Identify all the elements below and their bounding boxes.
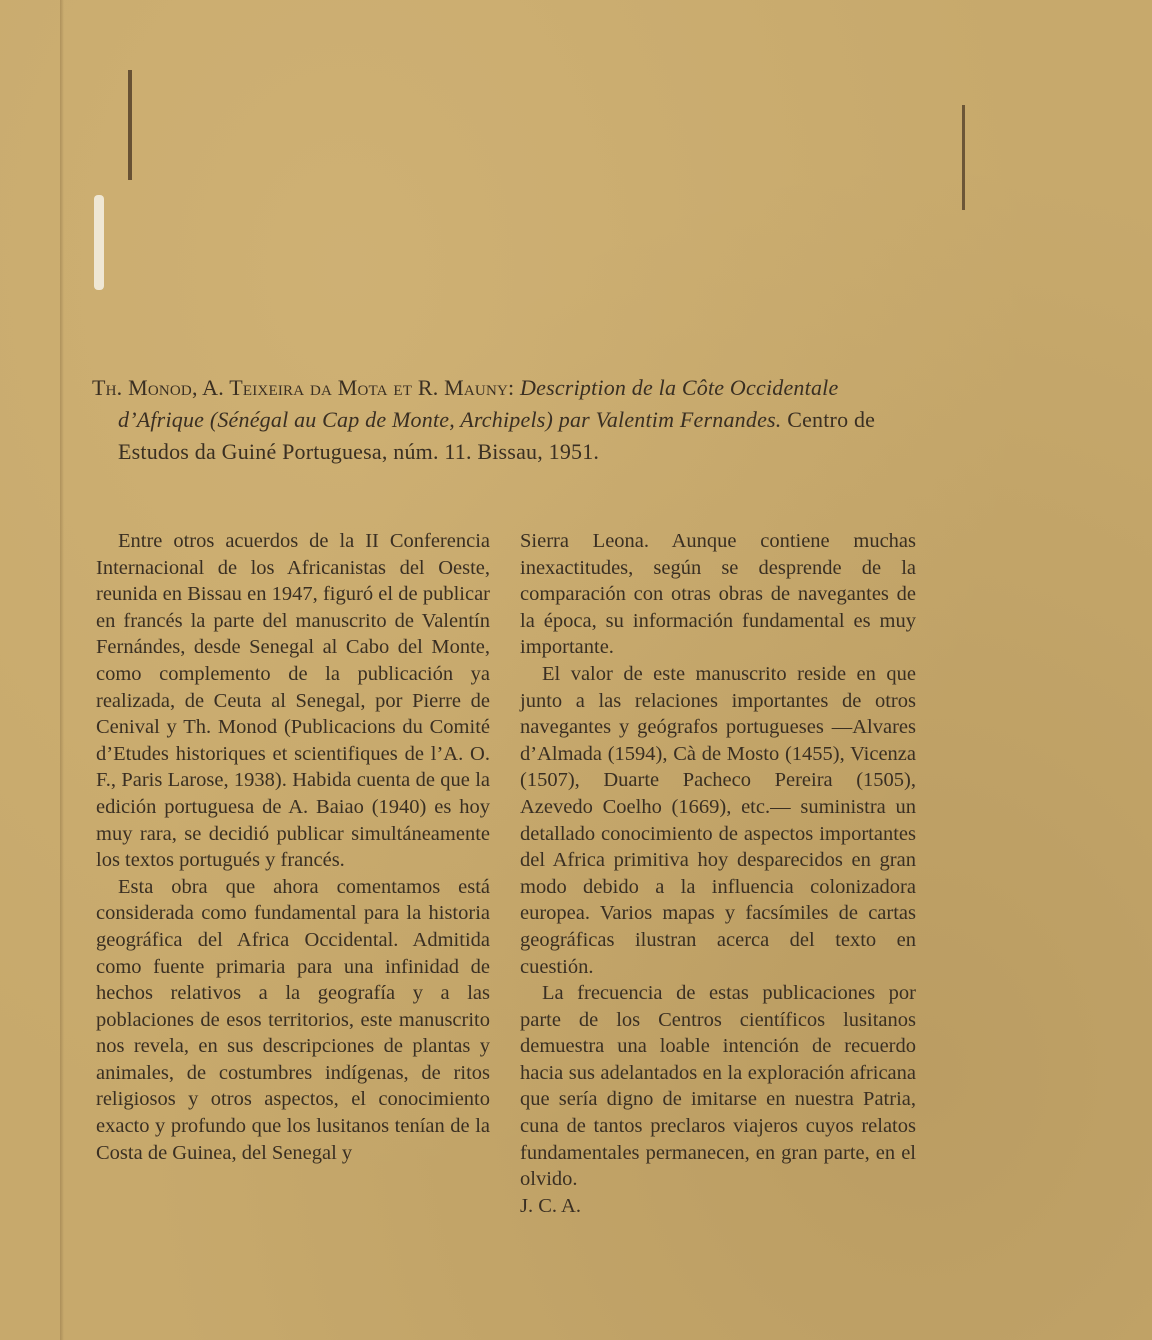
tear-mark (94, 195, 104, 290)
reference-authors: Th. Monod, A. Teixeira da Mota et R. Mauny (92, 375, 509, 400)
reference-publisher: Centro de Estudos da Guiné Portuguesa, núm. 11. Bissau, 1951. (118, 407, 876, 464)
left-column (96, 528, 490, 1166)
reference-title: Description de la Côte Occidentale d’Afrique (Sénégal au Cap de Monte, Archipels) par Valentim Fernandes. (118, 375, 839, 432)
paragraph: El valor de este manuscrito reside en que junto a las relaciones importantes de otros navegantes y geógrafos portugueses —Alvares d’Almada (1594), Cà de Mosto (1455), Vicenza (1507), Duarte Pacheco Pereira (1505), Azevedo Coelho (1669), etc.— suministra un detallado conocimiento de aspectos importantes del Africa primitiva hoy desparecidos en gran modo debido a la influencia colonizadora europea. Varios mapas y facsímiles de cartas geográficas ilustran acerca del texto en cuestión. (520, 662, 916, 978)
reference-separator: : (508, 375, 515, 400)
paragraph: Entre otros acuerdos de la II Conferencia Internacional de los Africanistas del Oeste, reunida en Bissau en 1947, figuró el de publicar en francés la parte del manuscrito de Valentín Fernándes, desde Senegal al Cabo del Monte, como complemento de la publicación ya realizada, de Ceuta al Senegal, por Pierre de Cenival y Th. Monod (Publicacions du Comité d’Etudes historiques et scientifiques de l’A. O. F., Paris Larose, 1938). Habida cuenta de que la edición portuguesa de A. Baiao (1940) es hoy muy rara, se decidió publicar simultáneamente los textos portugués y francés. (96, 530, 490, 872)
page-fold-edge (60, 0, 64, 1340)
paragraph: Sierra Leona. Aunque contiene muchas inexactitudes, según se desprende de la comparación con otras obras de navegantes de la época, su información fundamental es muy importante. (520, 530, 916, 659)
right-column (520, 528, 916, 1219)
tape-mark (962, 105, 965, 210)
tape-mark (128, 70, 132, 180)
paragraph: La frecuencia de estas publicaciones por parte de los Centros científicos lusitanos demuestra una loable intención de recuerdo hacia sus adelantados en la exploración africana que sería digno de imitarse en nuestra Patria, cuna de tantos preclaros viajeros cuyos relatos fundamentales permanecen, en gran parte, en el olvido. (520, 982, 916, 1191)
bibliographic-reference (92, 372, 922, 468)
signature: J. C. A. (520, 1194, 581, 1217)
paragraph: Esta obra que ahora comentamos está considerada como fundamental para la historia geográfica del Africa Occidental. Admitida como fuente primaria para una infinidad de hechos relativos a la geografía y a las poblaciones de esos territorios, este manuscrito nos revela, en sus descripciones de plantas y animales, de costumbres indígenas, de ritos religiosos y otros aspectos, el conocimiento exacto y profundo que los lusitanos tenían de la Costa de Guinea, del Senegal y (96, 875, 490, 1164)
